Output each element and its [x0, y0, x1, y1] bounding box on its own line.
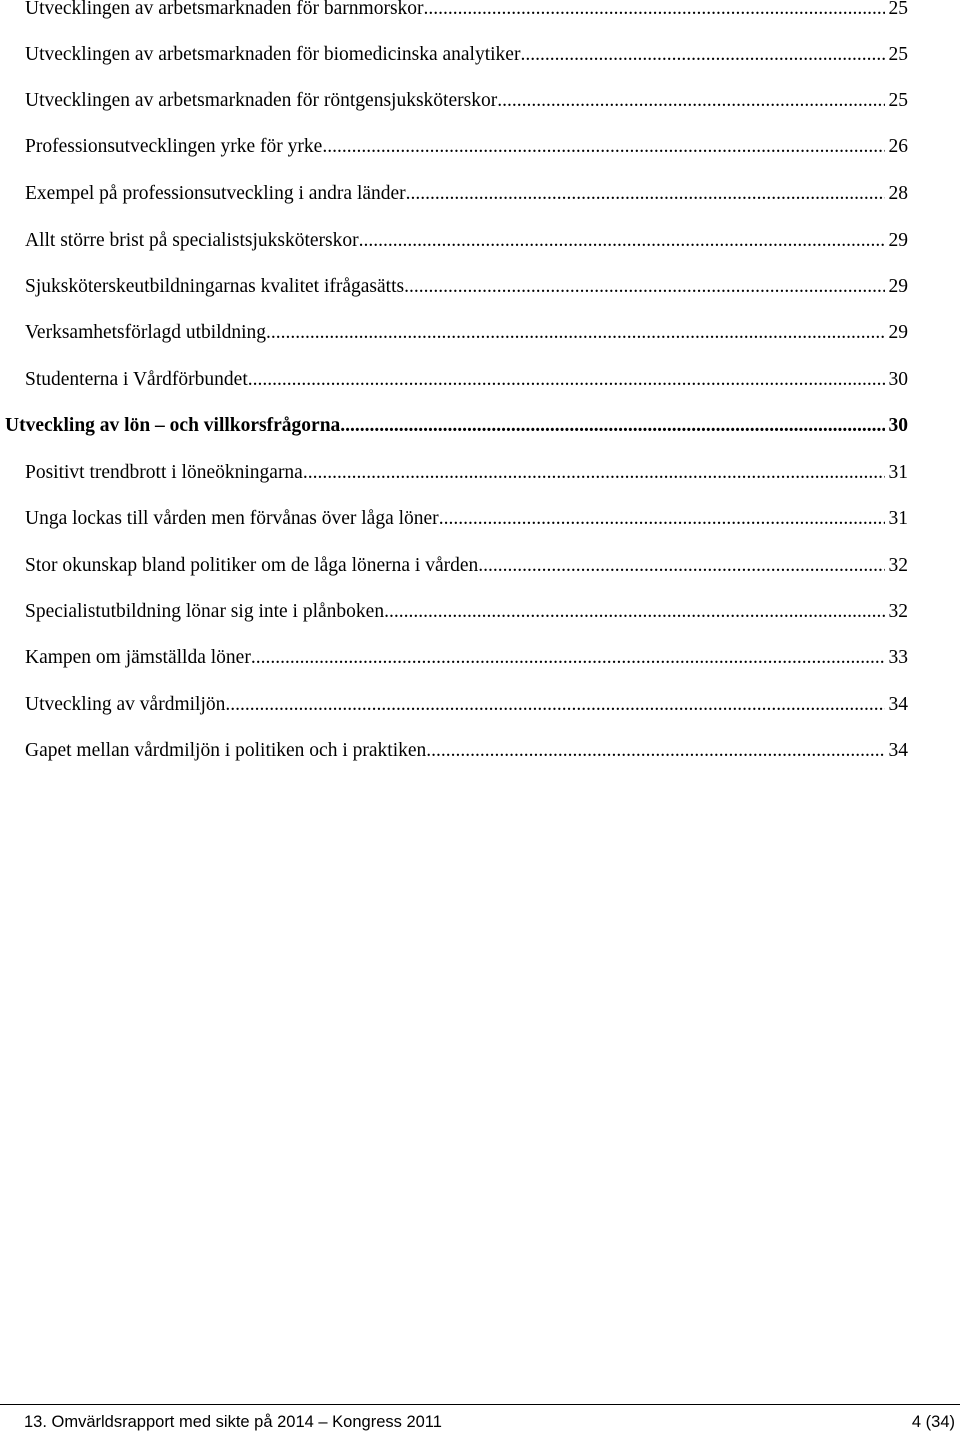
toc-dot-leader — [404, 272, 884, 302]
toc-entry[interactable] — [25, 458, 908, 488]
toc-entry-page: 29 — [888, 276, 908, 297]
toc-entry-page: 28 — [888, 183, 908, 204]
toc-entry-title: Positivt trendbrott i löneökningarna — [25, 462, 303, 483]
toc-dot-leader — [225, 690, 884, 720]
toc-entry[interactable] — [25, 132, 908, 162]
toc-entry-page: 26 — [888, 136, 908, 157]
toc-entry-page: 29 — [888, 322, 908, 343]
toc-entry-title: Utvecklingen av arbetsmarknaden för barnmorskor — [25, 0, 424, 19]
toc-entry-title: Professionsutvecklingen yrke för yrke — [25, 136, 323, 157]
toc-section-entry[interactable] — [5, 411, 908, 441]
toc-entry-title: Stor okunskap bland politiker om de låga lönerna i vården — [25, 555, 479, 576]
toc-entry[interactable] — [25, 643, 908, 673]
toc-entry[interactable] — [25, 179, 908, 209]
toc-dot-leader — [322, 132, 884, 162]
toc-dot-leader — [266, 318, 885, 348]
toc-entry-page: 25 — [888, 0, 908, 19]
toc-entry[interactable] — [25, 272, 908, 302]
toc-dot-leader — [520, 40, 884, 70]
toc-entry-page: 32 — [888, 555, 908, 576]
toc-entry-title: Utvecklingen av arbetsmarknaden för biomedicinska analytiker — [25, 44, 521, 65]
toc-dot-leader — [340, 411, 884, 441]
toc-entry-page: 25 — [888, 44, 908, 65]
footer-page-number: 4 (34) — [911, 1413, 955, 1431]
toc-entry-page: 33 — [888, 647, 908, 668]
toc-entry-title: Allt större brist på specialistsjuksköterskor — [25, 230, 359, 251]
toc-entry-title: Sjuksköterskeutbildningarnas kvalitet ifrågasätts — [25, 276, 405, 297]
toc-dot-leader — [251, 643, 885, 673]
toc-dot-leader — [359, 226, 885, 256]
toc-dot-leader — [424, 0, 885, 24]
toc-entry[interactable] — [25, 365, 908, 395]
toc-entry-page: 32 — [888, 601, 908, 622]
toc-dot-leader — [303, 458, 885, 488]
toc-entry-page: 30 — [888, 415, 908, 436]
toc-entry-page: 31 — [888, 508, 908, 529]
toc-entry[interactable] — [25, 40, 908, 70]
toc-entry-page: 25 — [888, 90, 908, 111]
toc-entry-page: 31 — [888, 462, 908, 483]
toc-entry-title: Verksamhetsförlagd utbildning — [25, 322, 266, 343]
toc-entry-page: 30 — [888, 369, 908, 390]
toc-entry-title: Kampen om jämställda löner — [25, 647, 251, 668]
toc-entry-page: 34 — [888, 740, 908, 761]
toc-entry-title: Utveckling av lön – och villkorsfrågorna — [5, 415, 341, 436]
toc-entry[interactable] — [25, 504, 908, 534]
toc-entry[interactable] — [25, 86, 908, 116]
toc-entry[interactable] — [25, 597, 908, 627]
toc-entry-page: 29 — [888, 230, 908, 251]
toc-entry[interactable] — [25, 0, 908, 24]
toc-dot-leader — [406, 179, 885, 209]
page-footer — [0, 1404, 960, 1433]
toc-dot-leader — [248, 365, 885, 395]
toc-entry-title: Utveckling av vårdmiljön — [25, 694, 226, 715]
toc-entry-title: Unga lockas till vården men förvånas över låga löner — [25, 508, 439, 529]
toc-dot-leader — [426, 736, 884, 766]
toc-entry-title: Studenterna i Vårdförbundet — [25, 369, 248, 390]
toc-dot-leader — [384, 597, 884, 627]
toc-entry-title: Specialistutbildning lönar sig inte i plånboken — [25, 601, 385, 622]
toc-entry[interactable] — [25, 551, 908, 581]
toc-entry-page: 34 — [888, 694, 908, 715]
toc-entry[interactable] — [25, 318, 908, 348]
toc-entry-title: Utvecklingen av arbetsmarknaden för röntgensjuksköterskor — [25, 90, 498, 111]
toc-entry[interactable] — [25, 690, 908, 720]
toc-entry[interactable] — [25, 226, 908, 256]
toc-dot-leader — [439, 504, 885, 534]
toc-entry[interactable] — [25, 736, 908, 766]
toc-entry-title: Gapet mellan vårdmiljön i politiken och i praktiken — [25, 740, 427, 761]
toc-entry-title: Exempel på professionsutveckling i andra länder — [25, 183, 406, 204]
footer-document-title: 13. Omvärldsrapport med sikte på 2014 – Kongress 2011 — [24, 1413, 442, 1431]
toc-dot-leader — [497, 86, 884, 116]
toc-dot-leader — [478, 551, 884, 581]
